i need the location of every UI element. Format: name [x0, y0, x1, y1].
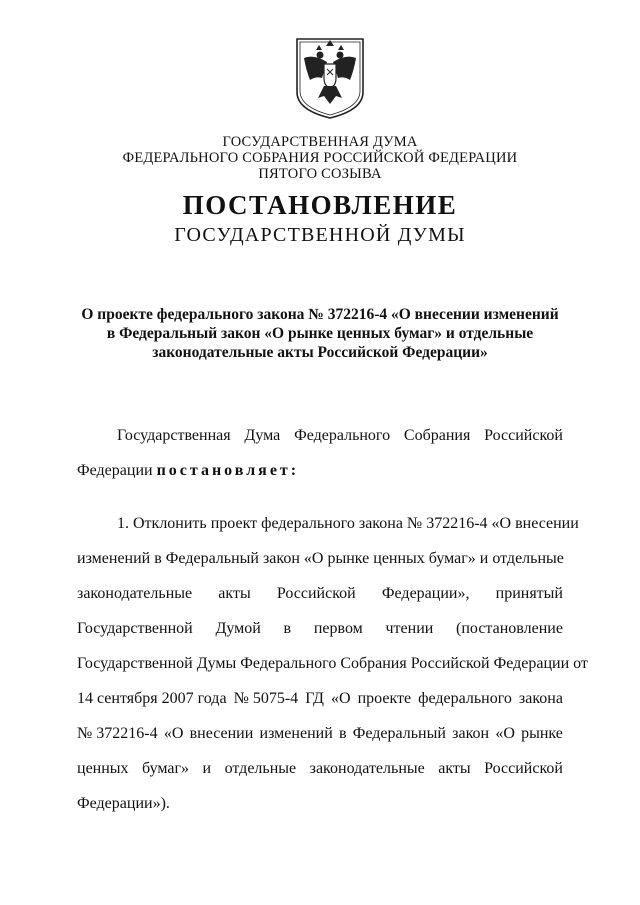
body-word: акты: [438, 760, 471, 777]
clause-1-line-3: [77, 584, 563, 604]
preamble-word: Государственная: [117, 427, 231, 444]
body-word: проекте: [357, 690, 412, 707]
clause-1-line-6: [77, 689, 563, 709]
preamble-word: Собрания: [403, 427, 471, 444]
issuer-header: [0, 134, 640, 182]
preamble-verb: постановляет:: [156, 462, 300, 479]
clause-1-line-9: Федерации»).: [77, 795, 170, 812]
body-word: Российской: [276, 585, 356, 602]
body-word: «О: [163, 725, 184, 742]
subject-line-3: законодательные акты Российской Федерации»: [152, 344, 488, 361]
body-word: ценных: [77, 760, 129, 777]
body-word: «О: [495, 725, 515, 742]
clause-1-line-5: Государственной Думы Федерального Собрания Российской Федерации от: [77, 655, 588, 672]
body-word: в: [338, 725, 347, 742]
body-word: акты: [218, 585, 251, 602]
preamble-word: Федерации: [77, 462, 153, 479]
body-word: Федеральный: [352, 725, 446, 742]
body-word: (постановление: [456, 620, 563, 637]
clause-1-line-7: [77, 724, 563, 744]
clause-1-line-2: изменений в Федеральный закон «О рынке ценных бумаг» и отдельные: [77, 550, 564, 567]
body-word: «О: [331, 690, 351, 707]
body-word: принятый: [495, 585, 563, 602]
document-subject: [0, 305, 640, 362]
clause-1-line-4: [77, 619, 563, 639]
body-word: законодательные: [309, 760, 425, 777]
body-word: 14 сентября 2007 года: [77, 690, 227, 707]
body-word: № 372216-4: [77, 725, 158, 742]
body-word: ГД: [305, 690, 324, 707]
body-word: бумаг»: [142, 760, 190, 777]
preamble-word: Дума: [244, 427, 281, 444]
body-word: чтении: [385, 620, 434, 637]
clause-1-line-8: [77, 759, 563, 779]
preamble-word: Федерального: [294, 427, 391, 444]
preamble-word: Российской: [484, 427, 563, 444]
body-word: закона: [518, 690, 563, 707]
preamble-line-1: [77, 426, 563, 446]
preamble-line-2: [77, 461, 563, 481]
body-word: Думой: [215, 620, 261, 637]
body-word: отдельные: [224, 760, 297, 777]
coat-of-arms-emblem: [294, 36, 366, 120]
body-word: Федерации»,: [381, 585, 470, 602]
body-word: первом: [313, 620, 363, 637]
body-word: закон: [452, 725, 490, 742]
header-line-2: ФЕДЕРАЛЬНОГО СОБРАНИЯ РОССИЙСКОЙ ФЕДЕРАЦИИ: [122, 150, 518, 166]
body-word: и: [202, 760, 212, 777]
body-word: внесении: [189, 725, 254, 742]
subject-line-1: О проекте федерального закона № 372216-4 «О внесении изменений: [81, 306, 559, 323]
body-word: № 5075-4: [233, 690, 299, 707]
body-word: Российской: [484, 760, 563, 777]
header-line-3: ПЯТОГО СОЗЫВА: [258, 166, 382, 182]
body-word: изменений: [259, 725, 333, 742]
clause-1-line-1: 1. Отклонить проект федерального закона № 372216-4 «О внесении: [117, 515, 579, 532]
body-word: в: [283, 620, 292, 637]
header-line-1: ГОСУДАРСТВЕННАЯ ДУМА: [222, 134, 418, 150]
document-title: ПОСТАНОВЛЕНИЕ: [182, 190, 458, 220]
body-word: законодательные: [77, 585, 193, 602]
subject-line-2: в Федеральный закон «О рынке ценных бумаг» и отдельные: [106, 325, 534, 342]
body-word: рынке: [521, 725, 563, 742]
body-word: Государственной: [77, 620, 193, 637]
body-word: федерального: [418, 690, 512, 707]
document-subtitle: ГОСУДАРСТВЕННОЙ ДУМЫ: [174, 224, 466, 246]
